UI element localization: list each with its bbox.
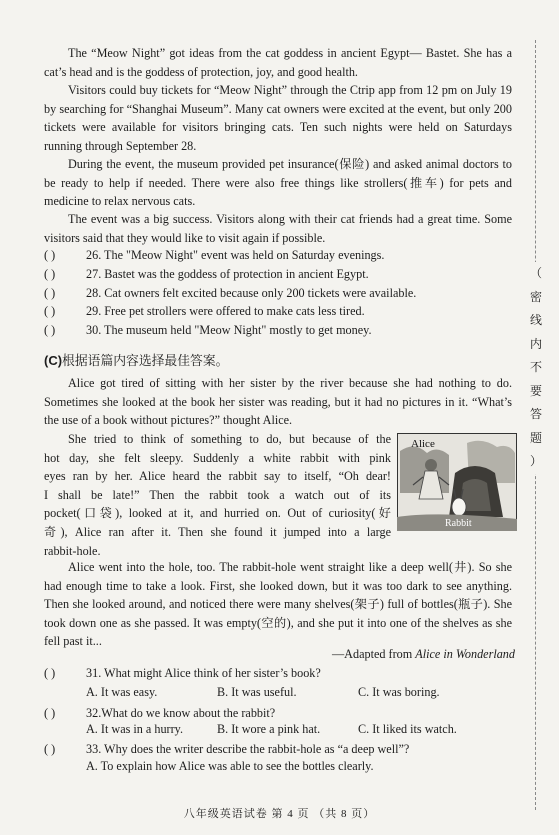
question-31: [44, 664, 321, 682]
binding-notice-glyph: 不: [529, 360, 542, 374]
passage-b-paragraph-2: Visitors could buy tickets for “Meow Night” through the Ctrip app from 12 pm on July 19 by searching for “Shanghai Museum”. Many cat owners were excited at the event, but only 200 tickets were available for visitors bringing cats. Ten such nights were held on Saturdays running through September 28.: [44, 83, 512, 153]
source-credit: [332, 645, 515, 663]
binding-notice-glyph: 线: [529, 313, 542, 327]
answer-blank[interactable]: ( ): [44, 286, 56, 300]
option-31-c[interactable]: C. It was boring.: [358, 685, 440, 699]
option-33-a[interactable]: A. To explain how Alice was able to see the bottles clearly.: [86, 759, 374, 773]
option-31-b[interactable]: B. It was useful.: [217, 685, 297, 699]
option-32-c[interactable]: C. It liked its watch.: [358, 722, 457, 736]
question-text: 28. Cat owners felt excited because only 200 tickets were available.: [86, 286, 417, 300]
passage-c-paragraph-1: Alice got tired of sitting with her sister by the river because she had nothing to do. Sometimes she looked at the book her sister was reading, but it had no pictures in it. “What’s the use of a book without pictures?” thought Alice.: [44, 376, 512, 427]
passage-b-paragraph-1: The “Meow Night” got ideas from the cat goddess in ancient Egypt— Bastet. She has a cat’s head and is the goddess of protection, joy, and good health.: [44, 46, 512, 79]
paragraph-line: pocket(口袋), looked at it, and hurried on. Out of curiosity(好: [44, 506, 391, 521]
answer-blank[interactable]: ( ): [44, 666, 56, 680]
paragraph-line: rabbit-hole.: [44, 543, 101, 558]
question-30: [44, 321, 372, 339]
passage-b-paragraph-3: During the event, the museum provided pet insurance(保险) and asked animal doctors to be ready to help if needed. There were also free things like strollers(推车) for pets and medicine to relax nervous cats.: [44, 157, 512, 208]
illustration-label-alice: Alice: [411, 438, 435, 450]
binding-notice-glyph: ）: [529, 454, 542, 468]
illustration-drawing: [397, 433, 517, 531]
alice-rabbit-illustration: [397, 433, 517, 531]
question-text: 30. The museum held "Meow Night" mostly to get money.: [86, 323, 372, 337]
binding-notice-glyph: 密: [529, 289, 542, 304]
binding-notice-glyph: 要: [529, 383, 542, 398]
question-26: [44, 246, 384, 264]
answer-blank[interactable]: ( ): [44, 304, 56, 318]
question-text: 27. Bastet was the goddess of protection in ancient Egypt.: [86, 267, 369, 281]
question-stem: 32.What do we know about the rabbit?: [86, 706, 276, 720]
binding-notice-glyph: 答: [529, 407, 542, 421]
answer-blank[interactable]: ( ): [44, 706, 56, 720]
question-28: [44, 284, 416, 302]
question-text: 29. Free pet strollers were offered to make cats less tired.: [86, 304, 365, 318]
binding-notice-glyph: 内: [529, 336, 542, 351]
section-label: (C): [44, 353, 63, 368]
question-32: [44, 704, 275, 722]
page-footer: 八年级英语试卷 第 4 页 （共 8 页）: [183, 808, 376, 820]
question-stem: 31. What might Alice think of her sister’s book?: [86, 666, 321, 680]
paragraph-line: hot day, she felt sleepy. Suddenly a white rabbit with pink: [44, 450, 391, 465]
question-33: [44, 740, 409, 758]
answer-blank[interactable]: ( ): [44, 267, 56, 281]
answer-blank[interactable]: ( ): [44, 248, 56, 262]
option-32-a[interactable]: A. It was in a hurry.: [86, 722, 184, 736]
binding-margin-notice: [527, 262, 545, 474]
section-instruction: 根据语篇内容选择最佳答案。: [62, 354, 229, 368]
binding-notice-glyph: 题: [529, 430, 542, 445]
paragraph-line: I shall be late!” Then the rabbit took a watch out of its: [44, 487, 391, 502]
question-29: [44, 302, 365, 320]
answer-blank[interactable]: ( ): [44, 323, 56, 337]
section-c-heading: [44, 352, 228, 370]
option-32-b[interactable]: B. It wore a pink hat.: [217, 722, 321, 736]
answer-blank[interactable]: ( ): [44, 742, 56, 756]
option-31-a[interactable]: A. It was easy.: [86, 685, 158, 699]
question-27: [44, 265, 369, 283]
passage-b-paragraph-4: The event was a big success. Visitors along with their cat friends had a great time. Some visitors said that they would like to visit again if possible.: [44, 212, 512, 245]
question-stem: 33. Why does the writer describe the rabbit-hole as “a deep well”?: [86, 742, 410, 756]
paragraph-line: She tried to think of something to do, but because of the: [68, 432, 391, 446]
source-prefix: —Adapted from: [331, 647, 416, 661]
source-title: Alice in Wonderland: [415, 647, 515, 661]
passage-c-paragraph-2: [44, 430, 391, 560]
illustration-label-rabbit: Rabbit: [445, 518, 472, 529]
question-text: 26. The "Meow Night" event was held on Saturday evenings.: [86, 248, 385, 262]
passage-c-paragraph-3: Alice went into the hole, too. The rabbit-hole went straight like a deep well(井). So she had enough time to take a look. First, she looked down, but it was too dark to see anything. Then she looked around, and noticed there were many shelves(架子) full of bottles(瓶子). She took down one as she passed. It was empty(空的), and she put it into one of the shelves as she fell past it...: [44, 560, 512, 648]
paragraph-line: eyes ran by her. Alice heard the rabbit say to itself, “Oh dear!: [44, 469, 391, 484]
binding-notice-glyph: （: [529, 266, 542, 280]
paragraph-line: 奇), Alice ran after it. Then she found it jumped into a large: [44, 524, 391, 539]
